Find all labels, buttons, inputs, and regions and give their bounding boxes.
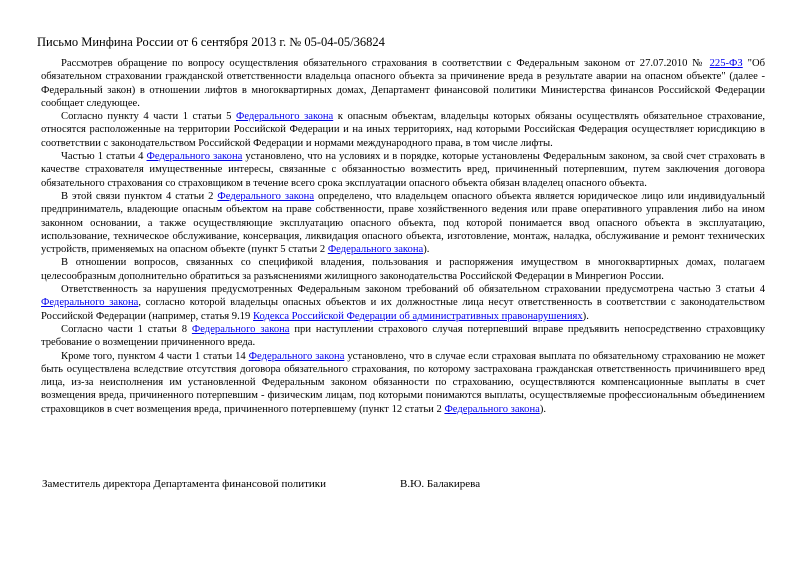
paragraph-text: Рассмотрев обращение по вопросу осуществления обязательного страхования в соответствии с Федеральным законом от 27.07.2010 №	[61, 58, 710, 69]
paragraph	[41, 57, 765, 110]
law-link[interactable]: Федерального закона	[235, 111, 334, 123]
paragraph-text: ).	[539, 403, 547, 415]
law-link[interactable]: Федерального закона	[41, 297, 139, 309]
law-link[interactable]: Федерального закона	[191, 323, 290, 335]
paragraph-text: установлено, что на условиях и в порядке, которые установлены Федеральным законом, за свой счет страховать в качестве страхователя имущественные интересы, связанные с обязанностью возместить вред, причиненный потерпевшим, путем заключения договора обязательного страхования со страховщиком в течение всего срока эксплуатации опасного объекта обязан владелец опасного объекта.	[41, 151, 765, 189]
law-link[interactable]: Федерального закона	[444, 403, 540, 415]
paragraph	[41, 150, 765, 190]
paragraph	[41, 256, 765, 283]
signature-name: В.Ю. Балакирева	[400, 478, 481, 490]
paragraph-text: Согласно части 1 статьи 8	[61, 323, 192, 335]
signature-position: Заместитель директора Департамента финансовой политики	[42, 478, 327, 490]
paragraph	[41, 190, 765, 256]
paragraph-text: ).	[423, 244, 430, 256]
paragraph	[41, 350, 765, 416]
law-link[interactable]: Федерального закона	[327, 244, 424, 256]
paragraph-text: при наступлении страхового случая потерпевший вправе предъявить непосредственно страховщику требование о возмещении причиненного вреда.	[41, 323, 765, 349]
paragraph-text: ).	[582, 310, 589, 322]
law-link[interactable]: Кодекса Российской Федерации об административных правонарушениях	[253, 310, 583, 322]
paragraph-text: установлено, что в случае если страховая выплата по обязательному страхованию не может быть осуществлена вследствие отсутствия договора обязательного страхования, по которому застрахована гражданская ответственность причинившего вред лица, из-за неисполнения им установленной Федеральным законом обязанности по страхованию, осуществляются компенсационные выплаты в счет возмещения вреда, причиненного потерпевшим - физическим лицам, под которыми понимаются выплаты, осуществляемые профессиональным объединением страховщиков в счет возмещения вреда, причиненного потерпевшему (пункт 12 статьи 2	[41, 350, 765, 415]
law-link[interactable]: Федерального закона	[146, 151, 243, 163]
paragraph-text: Частью 1 статьи 4	[61, 151, 147, 163]
paragraph-text: Согласно пункту 4 части 1 статьи 5	[61, 111, 236, 123]
document-body	[41, 57, 765, 416]
paragraph-text: В этой связи пунктом 4 статьи 2	[61, 190, 218, 202]
paragraph	[41, 283, 765, 323]
paragraph-text: , согласно которой владельцы опасных объектов и их должностные лица несут ответственность в соответствии с законодательством Российской Федерации (например, статья 9.19	[41, 297, 765, 322]
law-link[interactable]: 225-ФЗ	[709, 58, 743, 69]
document-title: Письмо Минфина России от 6 сентября 2013 г. № 05-04-05/36824	[37, 35, 385, 49]
law-link[interactable]: Федерального закона	[217, 190, 315, 202]
paragraph-text: В отношении вопросов, связанных со спецификой владения, пользования и распоряжения имуществом в многоквартирных домах, полагаем целесообразным дополнительно обратиться за разъяснениями жилищного законодательства Российской Федерации в Минрегион России.	[41, 257, 765, 282]
paragraph-text: "Об обязательном страховании гражданской ответственности владельца опасного объекта за причинение вреда в результате аварии на опасном объекте" (далее - Федеральный закон) в отношении лифтов в многоквартирных домах, Департамент финансовой политики Министерства финансов Российской Федерации сообщает следующее.	[41, 58, 765, 109]
paragraph	[41, 110, 765, 150]
paragraph-text: определено, что владельцем опасного объекта является юридическое лицо или индивидуальный предприниматель, владеющие опасным объектом на праве собственности, праве хозяйственного ведения или праве оперативного управления либо на ином законном основании, а также осуществляющие эксплуатацию опасного объекта, под которой понимается ввод опасного объекта в эксплуатацию, использование, техническое обслуживание, консервация, ликвидация опасного объекта, изготовление, монтаж, наладка, обслуживание и ремонт технических устройств, применяемых на опасном объекте (пункт 5 статьи 2	[41, 190, 765, 256]
paragraph	[41, 323, 765, 350]
paragraph-text: к опасным объектам, владельцы которых обязаны осуществлять обязательное страхование, относятся расположенные на территории Российской Федерации и на иных территориях, над которыми Российская Федерация осуществляет юрисдикцию в соответствии с законодательством Российской Федерации и нормами международного права, в том числе лифты.	[41, 111, 765, 149]
paragraph-text: Кроме того, пунктом 4 части 1 статьи 14	[61, 350, 249, 362]
paragraph-text: Ответственность за нарушения предусмотренных Федеральным законом требований об обязательном страховании предусмотрена частью 3 статьи 4	[61, 284, 765, 296]
law-link[interactable]: Федерального закона	[248, 350, 345, 362]
